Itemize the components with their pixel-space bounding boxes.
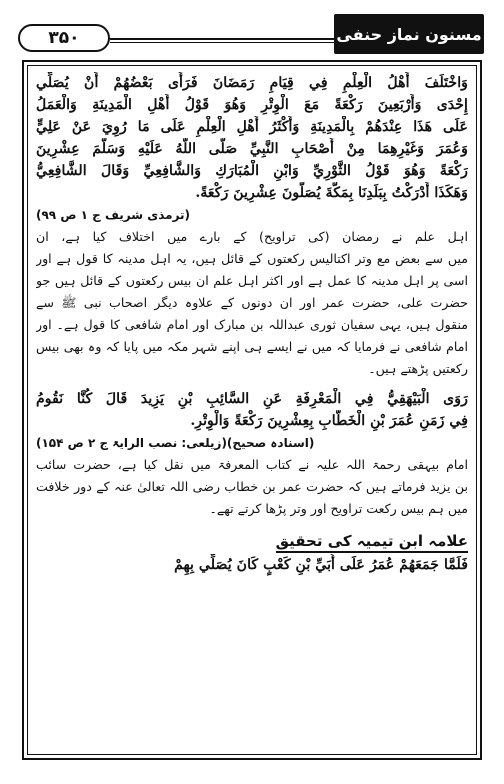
urdu-line: بن یزید فرماتے ہیں کہ حضرت عمر بن خطاب رضی اللہ تعالیٰ عنہ کے دور خلافت [36,479,468,494]
arabic-line: رَكْعَةً وَهُوَ قَوْلُ الثَّوْرِيِّ وَابْنِ الْمُبَارَكِ وَالشَّافِعِيِّ وَقَالَ الشَّافِعِيُّ [36,163,468,179]
urdu-line: میں سے بعض مع وتر اکتالیس رکعتوں کے قائل ہیں، یہ اہل مدینہ کا قول ہے اور [36,251,468,266]
section-heading-text: علامہ ابن تیمیہ کی تحقیق [276,532,468,553]
arabic-line: وَاخْتَلَفَ أَهْلُ الْعِلْمِ فِي قِيَامِ رَمَضَانَ فَرَأَى بَعْضُهُمْ أَنْ يُصَلِّي [36,75,468,91]
urdu-line: رکعتیں پڑھتے ہیں۔ [368,361,468,376]
reference-tirmidhi: (ترمذی شریف ج ۱ ص ۹۹) [36,208,191,222]
urdu-line: اہل علم نے رمضان (کی تراویح) کے بارے میں اختلاف کیا ہے، ان [36,229,468,244]
running-title: مسنون نماز حنفی [334,14,484,54]
arabic-line: وَهَكَذَا أَدْرَكْتُ بِبَلَدِنَا بِمَكَّةَ يُصَلُّونَ عِشْرِينَ رَكْعَةً. [195,185,468,201]
arabic-passage-bayhaqi [36,388,468,432]
urdu-line: حضرت علی، حضرت عمر اور ان دونوں کے علاوہ دیگر اصحاب نبی ﷺ سے [36,295,468,310]
urdu-line: میں ہم بیس رکعت تراویح اور وتر پڑھا کرتے تھے۔ [209,501,468,516]
header-rule-thin [110,42,334,43]
urdu-line: منقول ہیں، یہی سفیان ثوری عبداللہ بن مبارک اور امام شافعی کا قول ہے۔ اور [36,317,468,332]
urdu-translation-1 [36,226,468,380]
arabic-line: عَلَى هَذَا عِنْدَهُمْ بِالْمَدِينَةِ وَأَكْثَرُ أَهْلِ الْعِلْمِ عَلَى مَا رُوِيَ عَنْ عَلِيٍّ [36,119,468,135]
reference-zaylai: (اسنادہ صحیح)(زیلعی: نصب الرایۃ ج ۲ ص ۱۵۴) [36,436,315,450]
header-rule [110,38,334,40]
arabic-line: وَعُمَرَ وَغَيْرِهِمَا مِنْ أَصْحَابِ النَّبِيِّ صَلَّى اللَّهُ عَلَيْهِ وَسَلَّمَ عِشْرِينَ [36,141,468,157]
urdu-line: اسی پر اہل مدینہ کا عمل ہے اور اکثر اہل علم ان بیس رکعتوں کے قائل ہیں جو [36,273,468,288]
page-content [36,72,468,750]
section-heading [36,528,468,554]
arabic-line: رَوَى الْبَيْهَقِيُّ فِي الْمَعْرِفَةِ عَنِ السَّائِبِ بْنِ يَزِيدَ قَالَ كُنَّا نَقُومُ [36,391,468,407]
page-number: ۳۵۰ [18,24,110,52]
urdu-line: امام شافعی نے فرمایا کہ میں نے ایسے ہی اپنے شہر مکہ میں پایا کہ وہ بھی بیس [36,339,468,354]
page-header [18,14,484,56]
arabic-line: فَلَمَّا جَمَعَهُمْ عُمَرُ عَلَى أُبَيِّ بْنِ كَعْبٍ كَانَ يُصَلِّي بِهِمْ [174,557,468,573]
text-frame [22,60,482,760]
arabic-passage-tirmidhi [36,72,468,204]
urdu-translation-2 [36,454,468,520]
urdu-line: امام بیہقی رحمۃ اللہ علیہ نے کتاب المعرفۃ میں نقل کیا ہے، حضرت سائب [36,457,468,472]
arabic-line: إِحْدَى وَأَرْبَعِينَ رَكْعَةً مَعَ الْوِتْرِ وَهُوَ قَوْلُ أَهْلِ الْمَدِينَةِ وَالْعَمَلُ [36,97,468,113]
arabic-passage-ibn-taymiyyah [36,554,468,576]
spacer [36,380,468,388]
arabic-line: فِي زَمَنِ عُمَرَ بْنِ الْخَطَّابِ بِعِشْرِينَ رَكْعَةً وَالْوِتْرِ. [190,413,468,429]
